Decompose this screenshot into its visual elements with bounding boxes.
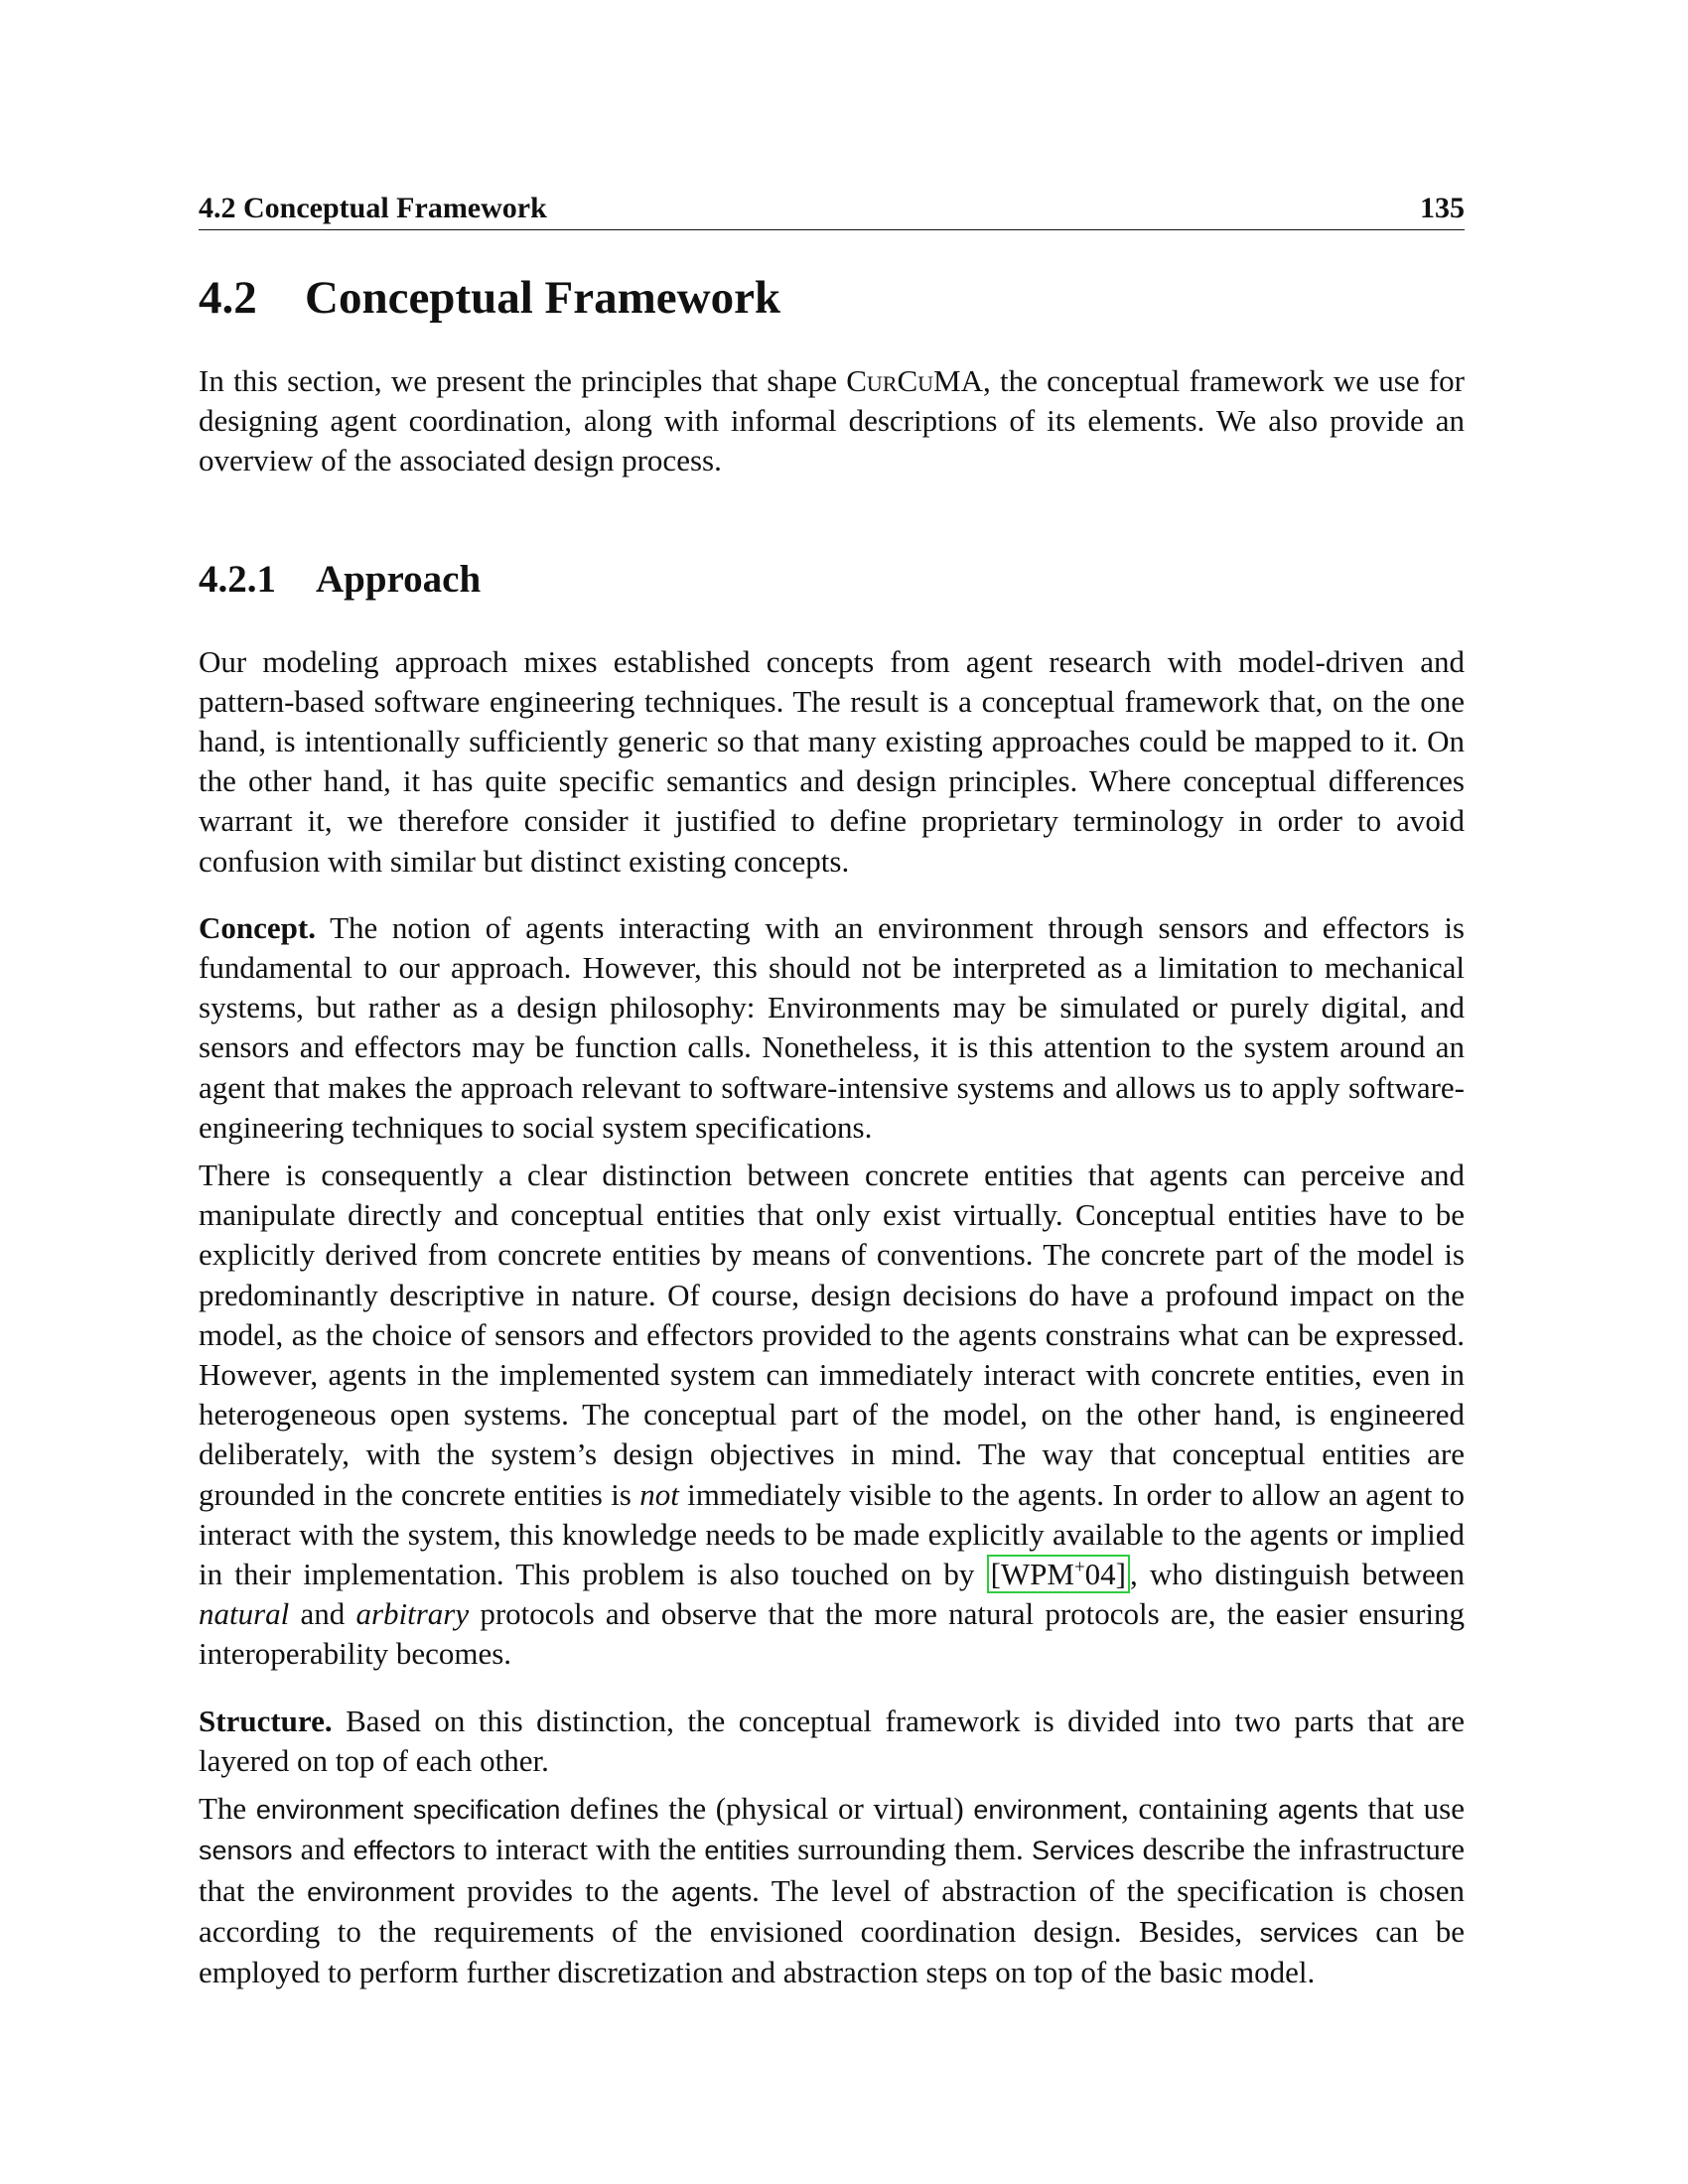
concept-heading: Concept. (199, 909, 316, 945)
running-head (199, 189, 1465, 230)
structure-paragraph (199, 1702, 1465, 1781)
subsection-heading (199, 555, 1465, 605)
term-sensors: sensors (199, 1836, 293, 1866)
distinction-paragraph (199, 1156, 1465, 1675)
section-title: Conceptual Framework (305, 272, 781, 324)
env-text-10: . The level of abstraction of the specification is chosen according to the requirements of the envisioned coordination design. Besides, (199, 1872, 1465, 1949)
structure-text: Based on this distinction, the conceptual framework is divided into two parts that are layered on top of each other. (199, 1703, 1465, 1778)
intro-text-2: , the conceptual framework we use for designing agent coordination, along with informal descriptions of its elements. We also provide an overview of the associated design process. (199, 363, 1465, 478)
env-text-2: defines the (physical or virtual) (560, 1791, 974, 1827)
term-agents: agents (1277, 1795, 1358, 1826)
term-services-2: services (1259, 1917, 1358, 1948)
citation-label: [WPM (990, 1557, 1074, 1592)
term-environment-specification: environment specification (255, 1795, 561, 1826)
distinction-text-4: and (289, 1596, 356, 1632)
intro-text-1: In this section, we present the principles that shape (199, 363, 847, 398)
env-text-6: to interact with the (455, 1832, 705, 1867)
distinction-text-3: , who distinguish between (1130, 1557, 1466, 1592)
running-head-title: 4.2 Conceptual Framework (199, 192, 547, 224)
env-text-8: describe the infrastructure that the (199, 1832, 1466, 1908)
env-text-7: surrounding them. (788, 1832, 1032, 1867)
term-services: Services (1031, 1836, 1135, 1866)
distinction-text-2: immediately visible to the agents. In order to allow an agent to interact with the system, this knowledge needs to be made explicitly available to the agents or implied in their implementation. This problem is also touched on by (199, 1476, 1465, 1592)
term-environment-2: environment (307, 1876, 455, 1907)
concept-text: The notion of agents interacting with an environment through sensors and effectors is fundamental to our approach. However, this should not be interpreted as a limitation to mechanical systems, but rather as a design philosophy: Environments may be simulated or purely digital, and sensors and effectors may be function calls. Nonetheless, it is this attention to the system around an agent that makes the approach relevant to software-intensive systems and allows us to apply software-engineering techniques to social system specifications. (199, 909, 1465, 1145)
env-text-11: can be employed to perform further discretization and abstraction steps on top of the basic model. (199, 1913, 1465, 1989)
term-agents-2: agents (671, 1876, 753, 1907)
env-text-9: provides to the (454, 1872, 672, 1908)
env-text-1: The (199, 1791, 256, 1827)
page-body (199, 189, 1465, 1992)
citation-link[interactable] (987, 1555, 1130, 1593)
emphasis-arbitrary: arbitrary (355, 1596, 470, 1632)
distinction-text-1: There is consequently a clear distinction between concrete entities that agents can perceive and manipulate directly and conceptual entities that only exist virtually. Conceptual entities have to be explicitly derived from concrete entities by means of conventions. The concrete part of the model is predominantly descriptive in nature. Of course, design decisions do have a profound impact on the model, as the choice of sensors and effectors provided to the agents constrains what can be expressed. However, agents in the implemented system can immediately interact with concrete entities, even in heterogeneous open systems. The conceptual part of the model, on the other hand, is engineered deliberately, with the system’s design objectives in mind. The way that conceptual entities are grounded in the concrete entities is (199, 1158, 1465, 1512)
term-entities: entities (704, 1836, 789, 1866)
distinction-text-5: protocols and observe that the more natural protocols are, the easier ensuring interoperability becomes. (199, 1596, 1466, 1672)
environment-spec-paragraph (199, 1789, 1465, 1992)
emphasis-natural: natural (199, 1596, 290, 1632)
concept-paragraph (199, 908, 1465, 1148)
section-heading (199, 268, 1465, 328)
term-environment: environment (973, 1795, 1121, 1826)
section-number: 4.2 (199, 272, 257, 324)
term-effectors: effectors (352, 1836, 456, 1866)
subsection-number: 4.2.1 (199, 557, 276, 601)
framework-name: CurCuMA (846, 363, 984, 398)
structure-heading: Structure. (199, 1703, 333, 1738)
citation-year: 04] (1084, 1557, 1126, 1592)
page-number: 135 (1420, 192, 1465, 224)
env-text-5: and (292, 1832, 353, 1867)
emphasis-not: not (639, 1476, 679, 1512)
citation-sup: + (1073, 1557, 1085, 1578)
intro-paragraph (199, 361, 1465, 481)
env-text-4: that use (1357, 1791, 1465, 1827)
env-text-3: , containing (1120, 1791, 1278, 1827)
subsection-title: Approach (316, 557, 482, 601)
approach-paragraph: Our modeling approach mixes established concepts from agent research with model-driven and pattern-based software engineering techniques. The result is a conceptual framework that, on the one hand, is intentionally sufficiently generic so that many existing approaches could be mapped to it. On the other hand, it has quite specific semantics and design principles. Where conceptual differences warrant it, we therefore consider it justified to define proprietary terminology in order to avoid confusion with similar but distinct existing concepts. (199, 643, 1465, 879)
